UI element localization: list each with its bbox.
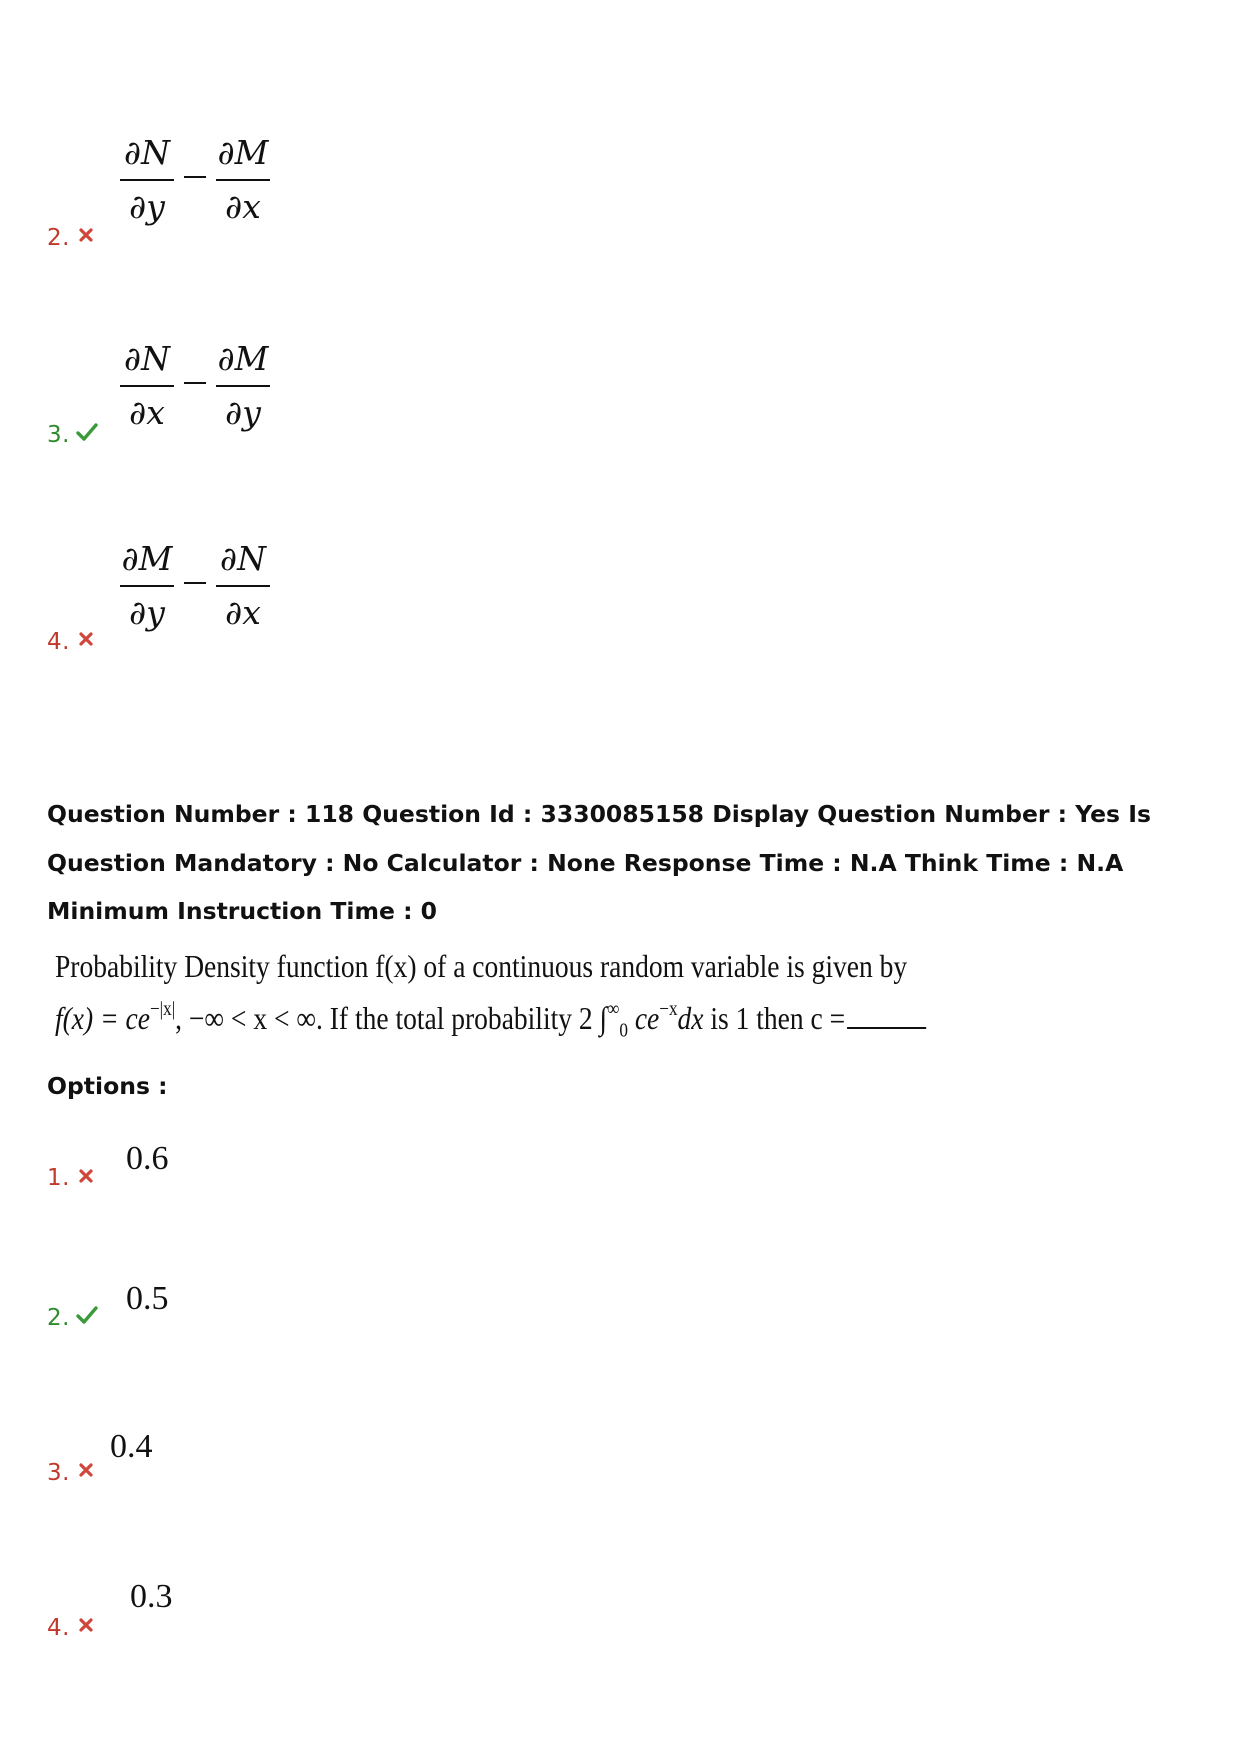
numerator: ∂M (121, 539, 173, 578)
integral-lower-limit: 0 (619, 1019, 628, 1042)
pdf-lhs: f(x) = ce (55, 1000, 150, 1036)
option-number: 4. (47, 1615, 70, 1641)
fraction-expression (120, 336, 290, 446)
answer-blank (847, 1003, 926, 1029)
tail-text: is 1 then c = (703, 1000, 846, 1036)
numerator: ∂M (217, 133, 269, 172)
fraction-expression (120, 130, 290, 240)
denominator: ∂x (225, 593, 261, 632)
stem-line-1: Probability Density function f(x) of a continuous random variable is given by (55, 948, 908, 984)
numerator: ∂M (217, 339, 269, 378)
cross-icon (78, 631, 94, 647)
fraction-bar (216, 385, 270, 387)
fraction-term-1 (120, 336, 174, 436)
denominator: ∂y (129, 187, 165, 226)
fraction-bar (120, 385, 174, 387)
fraction-bar (216, 179, 270, 181)
option-number: 1. (47, 1165, 70, 1191)
integral-upper-limit: ∞ (607, 998, 620, 1020)
question-stem (55, 940, 1205, 1056)
minus-sign (184, 176, 206, 178)
minus-sign (184, 582, 206, 584)
option-value: 0.5 (126, 1280, 169, 1317)
fraction-bar (216, 585, 270, 587)
integrand: ce (627, 1000, 660, 1036)
range-text: , −∞ < x < ∞. If the total probability 2 ∫ (175, 1000, 608, 1036)
denominator: ∂x (129, 393, 165, 432)
fraction-term-2 (216, 336, 270, 436)
fraction-term-1 (120, 130, 174, 230)
check-icon (76, 422, 98, 442)
denominator: ∂x (225, 187, 261, 226)
cross-icon (78, 1462, 94, 1478)
fraction-bar (120, 585, 174, 587)
cross-icon (78, 227, 94, 243)
check-icon (76, 1305, 98, 1325)
exponent: −x (659, 998, 678, 1020)
exponent: −|x| (149, 998, 176, 1020)
differential: dx (677, 1000, 704, 1036)
option-number: 3. (47, 422, 70, 448)
fraction-bar (120, 179, 174, 181)
option-value: 0.3 (130, 1578, 173, 1615)
question-metadata: Question Number : 118 Question Id : 3330085158 Display Question Number : Yes Is Question Mandatory : No Calculator : None Response Time : N.A Think Time : N.A Minimum Instruction Time : 0 (47, 800, 1151, 925)
option-value: 0.4 (110, 1428, 153, 1465)
fraction-expression (120, 536, 290, 646)
numerator: ∂N (124, 133, 170, 172)
cross-icon (78, 1617, 94, 1633)
minus-sign (184, 382, 206, 384)
stem-line-2 (55, 992, 1044, 1056)
option-value: 0.6 (126, 1140, 169, 1177)
fraction-term-2 (216, 130, 270, 230)
fraction-term-2 (216, 536, 270, 636)
option-number: 3. (47, 1460, 70, 1486)
cross-icon (78, 1168, 94, 1184)
options-label: Options : (47, 1072, 168, 1100)
fraction-term-1 (120, 536, 174, 636)
option-number: 4. (47, 629, 70, 655)
numerator: ∂N (220, 539, 266, 578)
denominator: ∂y (225, 393, 261, 432)
denominator: ∂y (129, 593, 165, 632)
option-number: 2. (47, 225, 70, 251)
numerator: ∂N (124, 339, 170, 378)
option-number: 2. (47, 1305, 70, 1331)
